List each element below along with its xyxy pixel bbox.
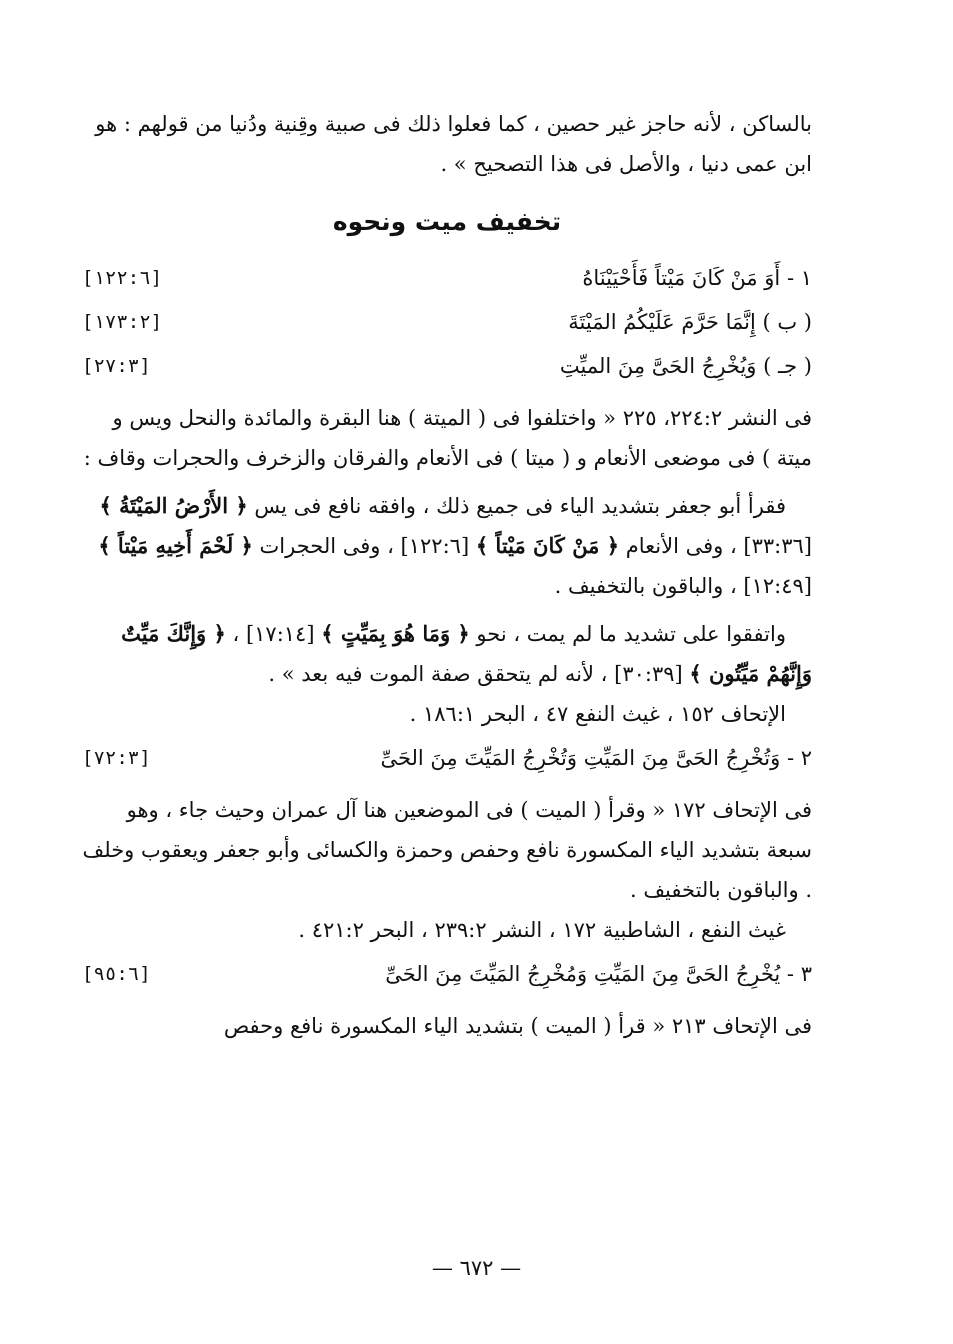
page-body [82,104,812,1046]
commentary-paragraph: فى النشر ٢٢٤:٢، ٢٢٥ « واختلفوا فى ( الميتة ) هنا البقرة والمائدة والنحل ويس و ميتة ) فى موضعى الأنعام و ( ميتا ) فى الأنعام والفرقان والزخرف والحجرات وقاف : [83,406,812,470]
quran-quote: ﴿ مَنْ كَانَ مَيْتاً ﴾ [475,533,620,558]
commentary-paragraph: واتفقوا على تشديد ما لم يمت ، نحو ﴿ وَمَا هُوَ بِمَيِّتٍ ﴾ [١٧:١٤] ، ﴿ وَإِنَّكَ مَيِّتٌ وَإِنَّهُمْ مَيِّتُون ﴾ [٣٠:٣٩] ، لأنه لم يتحقق صفة الموت فيه بعد » . [121,621,812,686]
source-references: الإتحاف ١٥٢ ، غيث النفع ٤٧ ، البحر ١٨٦:١ . [409,702,786,726]
quran-quote: ﴿ وَمَا هُوَ بِمَيِّتٍ ﴾ [321,621,470,646]
verse-text: ٣ - يُخْرِجُ الحَىَّ مِنَ المَيِّتِ وَمُخْرِجُ المَيِّتَ مِنَ الحَىِّ [385,962,812,986]
quran-quote: ﴿ لَحْمَ أَخِيهِ مَيْتاً ﴾ [98,533,253,558]
commentary-paragraph: فقرأ أبو جعفر بتشديد الياء فى جميع ذلك ، وافقه نافع فى يس ﴿ الأَرْضُ المَيْتَةُ ﴾ [٣٣:٣٦] ، وفى الأنعام ﴿ مَنْ كَانَ مَيْتاً ﴾ [١٢٢:٦] ، وفى الحجرات ﴿ لَحْمَ أَخِيهِ مَيْتاً ﴾ [١٢:٤٩] ، والباقون بالتخفيف . [98,493,812,598]
intro-paragraph: بالساكن ، لأنه حاجز غير حصين ، كما فعلوا ذلك فى صبية وقِنية ودُنيا من قولهم : هو ابن عمى دنيا ، والأصل فى هذا التصحيح » . [95,112,812,176]
verse-text: ٢ - وَتُخْرِجُ الحَىَّ مِنَ المَيِّتِ وَتُخْرِجُ المَيِّتَ مِنَ الحَىِّ [380,746,812,770]
commentary-paragraph: فى الإتحاف ٢١٣ « قرأ ( الميت ) بتشديد الياء المكسورة نافع وحفص [223,1014,812,1038]
verse-text: ١ - أَوَ مَنْ كَانَ مَيْتاً فَأَحْيَيْنَاهُ [582,266,812,290]
verse-reference: [١٢٢:٦] [82,267,163,289]
verse-text: ( جـ ) وَيُخْرِجُ الحَىَّ مِنَ الميِّتِ [559,354,812,378]
quran-quote: ﴿ الأَرْضُ المَيْتَةُ ﴾ [99,493,248,518]
verse-row-1 [82,258,812,298]
verse-row-1c [82,346,812,386]
commentary-paragraph: فى الإتحاف ١٧٢ « وقرأ ( الميت ) فى الموضعين هنا آل عمران وحيث جاء ، وهو سبعة بتشديد الياء المكسورة نافع وحفص وحمزة والكسائى وأبو جعفر ويعقوب وخلف . والباقون بالتخفيف . [82,798,812,902]
verse-row-1b [82,302,812,342]
verse-reference: [١٧٣:٢] [82,311,163,333]
verse-row-2 [82,738,812,778]
verse-reference: [٢٧:٣] [82,355,151,377]
section-heading: تخفيف ميت ونحوه [332,207,562,236]
verse-reference: [٩٥:٦] [82,963,151,985]
page-number: — ٦٧٢ — [431,1256,522,1280]
verse-reference: [٧٢:٣] [82,747,151,769]
quran-quote: ﴿ وَإِنَّكَ مَيِّتٌ وَإِنَّهُمْ مَيِّتُون ﴾ [121,621,812,686]
source-references: غيث النفع ، الشاطبية ١٧٢ ، النشر ٢٣٩:٢ ، البحر ٤٢١:٢ . [298,918,786,942]
verse-text: ( ب ) إِنَّمَا حَرَّمَ عَلَيْكُمُ المَيْتَةَ [568,310,812,334]
verse-row-3 [82,954,812,994]
